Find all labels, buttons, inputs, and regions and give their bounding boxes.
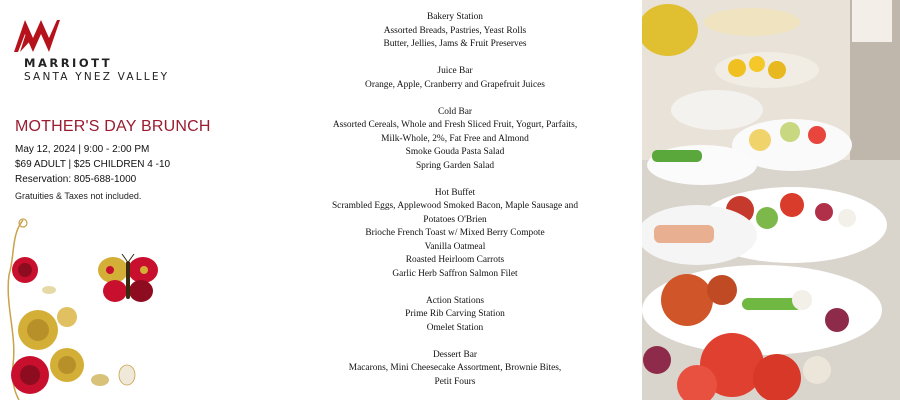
menu-item: Orange, Apple, Cranberry and Grapefruit Juices xyxy=(365,79,545,90)
menu-section-title: Bakery Station xyxy=(427,12,483,22)
menu-item: Prime Rib Carving Station xyxy=(405,309,505,319)
menu-item: Macarons, Mini Cheesecake Assortment, Brownie Bites, xyxy=(348,363,562,373)
menu-section-title: Cold Bar xyxy=(437,106,473,117)
menu-section-title: Action Stations xyxy=(425,295,485,306)
event-date-time: May 12, 2024 | 9:00 - 2:00 PM xyxy=(15,144,150,155)
buffet-photo xyxy=(642,0,900,400)
brand-location: SANTA YNEZ VALLEY xyxy=(24,71,170,83)
menu-item: Roasted Heirloom Carrots xyxy=(405,255,505,265)
menu-section-title: Hot Buffet xyxy=(434,187,476,198)
menu-item: Potatoes O'Brien xyxy=(423,214,487,225)
menu-section xyxy=(310,65,600,92)
menu-section-title: Juice Bar xyxy=(437,66,473,76)
menu-item: Omelet Station xyxy=(426,322,484,333)
menu-section xyxy=(310,187,600,282)
event-pricing: $69 ADULT | $25 CHILDREN 4 -10 xyxy=(15,159,171,170)
menu-item: Brioche French Toast w/ Mixed Berry Compote xyxy=(365,228,545,238)
brand-name: MARRIOTT xyxy=(24,56,113,70)
butterfly-icon xyxy=(96,253,160,305)
menu xyxy=(310,11,600,403)
menu-item: Spring Garden Salad xyxy=(415,160,495,171)
menu-item: Smoke Gouda Pasta Salad xyxy=(405,147,505,157)
buffet-photo-icon xyxy=(642,0,900,400)
event-info xyxy=(15,118,211,201)
menu-item: Butter, Jellies, Jams & Fruit Preserves xyxy=(383,39,527,49)
menu-item: Scrambled Eggs, Applewood Smoked Bacon, Maple Sausage and xyxy=(331,201,579,211)
menu-item: Petit Fours xyxy=(434,376,476,387)
menu-section-title: Dessert Bar xyxy=(433,349,477,360)
brand-block xyxy=(24,56,169,83)
menu-section xyxy=(310,11,600,52)
menu-item: Vanilla Oatmeal xyxy=(424,241,486,252)
marriott-logo-icon xyxy=(12,14,62,54)
event-title: MOTHER'S DAY BRUNCH xyxy=(15,118,211,135)
menu-section xyxy=(310,349,600,390)
menu-item: Milk-Whole, 2%, Fat Free and Almond xyxy=(381,133,529,144)
menu-item: Assorted Cereals, Whole and Fresh Sliced Fruit, Yogurt, Parfaits, xyxy=(332,120,578,130)
event-note: Gratuities & Taxes not included. xyxy=(15,191,142,201)
menu-item: Garlic Herb Saffron Salmon Filet xyxy=(392,268,518,279)
menu-section xyxy=(310,106,600,174)
event-reservation: Reservation: 805-688-1000 xyxy=(15,174,137,185)
rose-decoration-icon xyxy=(5,215,140,400)
menu-item: Assorted Breads, Pastries, Yeast Rolls xyxy=(383,25,527,36)
menu-section xyxy=(310,295,600,336)
